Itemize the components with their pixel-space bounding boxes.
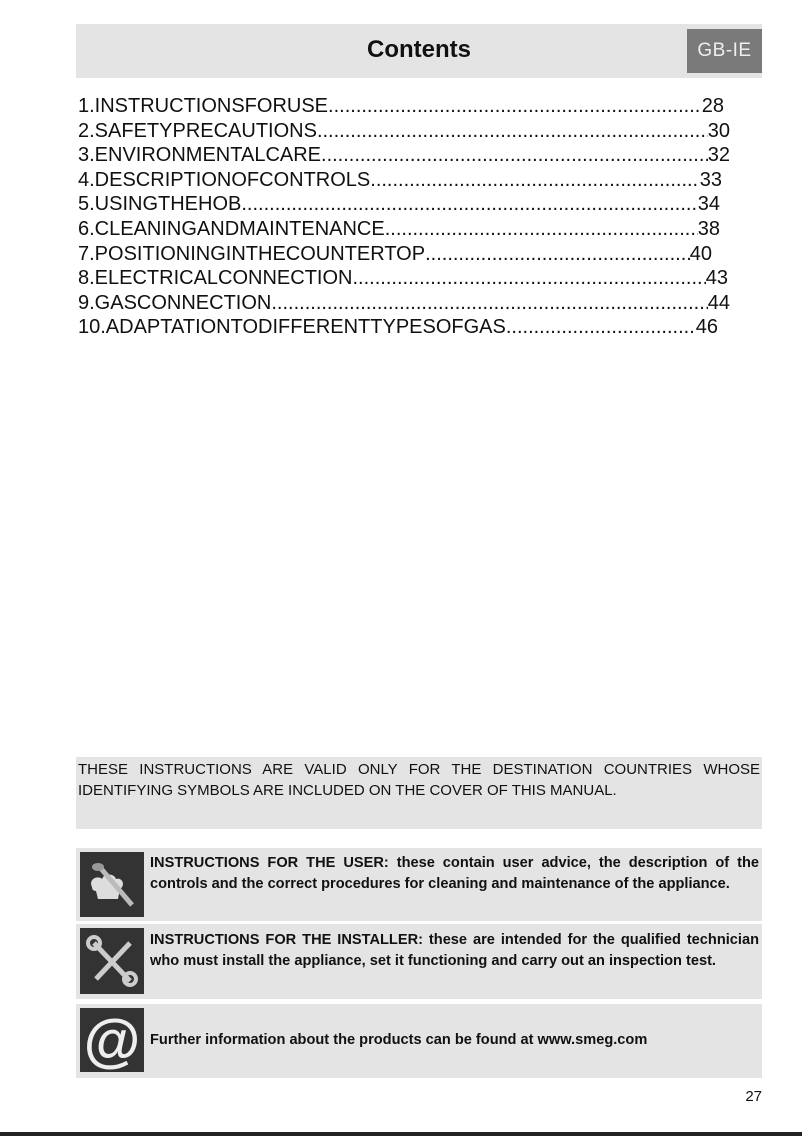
toc-label: 6.CLEANINGANDMAINTENANCE (78, 217, 385, 240)
page-number: 27 (745, 1088, 762, 1105)
validity-note: THESE INSTRUCTIONS ARE VALID ONLY FOR THE DESTINATION COUNTRIES WHOSE IDENTIFYING SYMBOLS ARE INCLUDED ON THE COVER OF THIS MANUAL. (76, 757, 762, 829)
user-instructions-box (76, 848, 762, 921)
toc-leader (353, 267, 706, 290)
toc-label: 3.ENVIRONMENTALCARE (78, 144, 322, 167)
toc-entry[interactable] (78, 95, 724, 120)
toc-leader (271, 292, 707, 315)
toc-entry[interactable] (78, 218, 720, 243)
toc-label: 1.INSTRUCTIONSFORUSE (78, 95, 329, 117)
toc-entry[interactable] (78, 316, 718, 341)
toc-page: 28 (701, 95, 724, 117)
further-info-box (76, 1004, 762, 1078)
installer-instructions-text: INSTRUCTIONS FOR THE INSTALLER: these are intended for the qualified technician who must install the appliance, set it functioning and carry out an inspection test. (150, 932, 759, 969)
toc-page: 34 (697, 193, 720, 216)
toc-leader (317, 120, 708, 143)
toc-page: 43 (705, 267, 728, 290)
at-icon: @ (80, 1008, 144, 1072)
installer-instructions-box (76, 924, 762, 999)
toc-page: 44 (707, 291, 730, 314)
further-info-text[interactable]: Further information about the products can be found at www.smeg.com (150, 1032, 648, 1048)
toc-page: 46 (695, 316, 718, 339)
toc-entry[interactable] (78, 120, 730, 145)
toc-entry[interactable] (78, 144, 730, 169)
toc-label: 5.USINGTHEHOB (78, 193, 242, 216)
toc-leader (328, 95, 702, 118)
toc-label: 7.POSITIONINGINTHECOUNTERTOP (78, 242, 426, 265)
chef-icon (80, 852, 144, 917)
toc-leader (506, 316, 696, 339)
toc-leader (370, 169, 699, 192)
toc-leader (425, 243, 690, 266)
toc-page: 30 (707, 119, 730, 142)
contents-header (76, 24, 762, 78)
toc-leader (321, 144, 708, 167)
toc-page: 40 (689, 242, 712, 265)
toc-entry[interactable] (78, 267, 728, 292)
toc-label: 2.SAFETYPRECAUTIONS (78, 119, 317, 142)
toc-page: 38 (697, 217, 720, 240)
toc-label: 10.ADAPTATIONTODIFFERENTTYPESOFGAS (78, 316, 506, 339)
tools-icon (80, 928, 144, 994)
toc-entry[interactable] (78, 292, 730, 317)
toc-leader (385, 218, 698, 241)
user-instructions-text: INSTRUCTIONS FOR THE USER: these contain user advice, the description of the controls and the correct procedures for cleaning and maintenance of the appliance. (150, 855, 759, 892)
table-of-contents (78, 95, 730, 341)
toc-page: 32 (707, 144, 730, 167)
toc-entry[interactable] (78, 169, 722, 194)
toc-label: 4.DESCRIPTIONOFCONTROLS (78, 168, 371, 191)
toc-leader (241, 193, 697, 216)
toc-label: 9.GASCONNECTION (78, 291, 272, 314)
toc-entry[interactable] (78, 193, 720, 218)
toc-label: 8.ELECTRICALCONNECTION (78, 267, 353, 290)
page-title: Contents (367, 36, 471, 63)
toc-page: 33 (699, 168, 722, 191)
toc-entry[interactable] (78, 243, 712, 268)
bottom-divider (0, 1132, 802, 1136)
country-badge: GB-IE (687, 29, 762, 73)
